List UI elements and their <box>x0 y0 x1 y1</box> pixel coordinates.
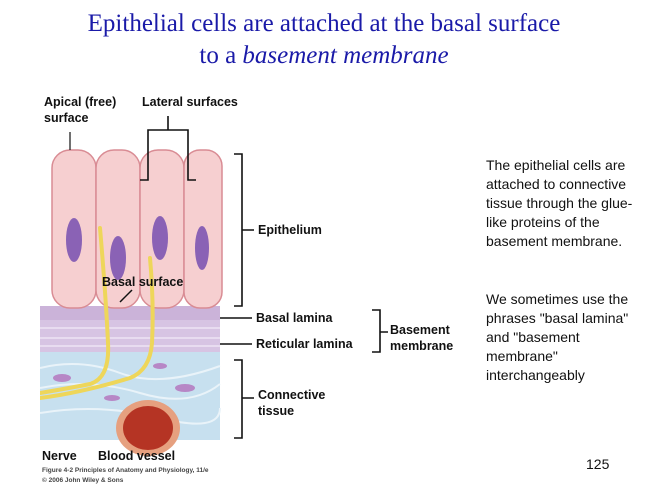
connective-cell <box>153 363 167 369</box>
title-line-1: Epithelial cells are attached at the basal surface <box>87 10 561 37</box>
reticular-lamina-layer <box>40 320 220 352</box>
basal-surface-label: Basal surface <box>102 275 184 289</box>
epithelium-diagram <box>40 88 470 488</box>
apical-label-1: Apical (free) <box>44 95 117 109</box>
caption-line-2: © 2006 John Wiley & Sons <box>42 477 124 484</box>
basement-bracket <box>372 310 388 352</box>
blood-vessel-lumen <box>123 406 173 450</box>
cell-nucleus <box>110 236 126 280</box>
side-paragraph-1: The epithelial cells are attached to connective tissue through the glue-like proteins of the basement membrane. <box>486 157 633 249</box>
caption-line-1: Figure 4-2 Principles of Anatomy and Physiology, 11/e <box>42 467 209 474</box>
basement-label-1: Basement <box>390 323 450 337</box>
connective-cell <box>175 384 195 392</box>
blood-vessel-label: Blood vessel <box>98 449 176 463</box>
connective-cell <box>53 374 71 382</box>
title-line-2-prefix: to a <box>199 42 243 69</box>
epithelium-bracket <box>234 154 254 306</box>
epithelium-label: Epithelium <box>258 223 322 237</box>
apical-label-2: surface <box>44 111 89 125</box>
cell-nucleus <box>66 218 82 262</box>
basement-label-2: membrane <box>390 339 454 353</box>
side-paragraph-2: We sometimes use the phrases "basal lamina" and "basement membrane" interchangeably <box>486 291 629 383</box>
reticular-lamina-label: Reticular lamina <box>256 337 353 351</box>
connective-label-1: Connective <box>258 388 326 402</box>
epithelium-figure <box>40 88 470 488</box>
connective-label-2: tissue <box>258 404 295 418</box>
nerve-label: Nerve <box>42 449 77 463</box>
cell-nucleus <box>195 226 209 270</box>
title-line-2 <box>0 40 648 72</box>
slide-number: 125 <box>586 456 610 472</box>
lateral-surfaces-label: Lateral surfaces <box>142 95 238 109</box>
basal-lamina-label: Basal lamina <box>256 311 333 325</box>
slide-title <box>0 8 648 72</box>
connective-cell <box>104 395 120 401</box>
title-emphasis: basement membrane <box>242 42 449 69</box>
cell-nucleus <box>152 216 168 260</box>
connective-bracket <box>234 360 254 438</box>
lateral-bracket <box>148 116 188 136</box>
